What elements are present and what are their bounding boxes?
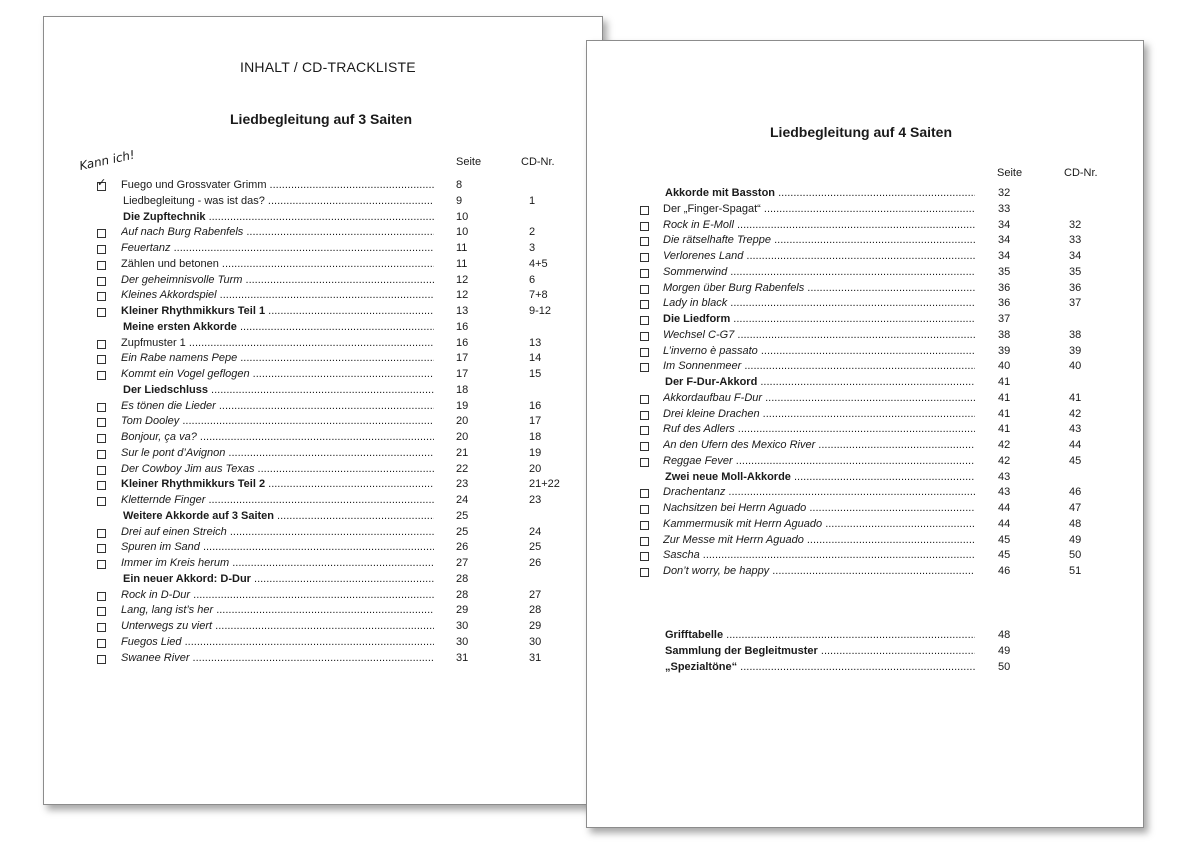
entry-title: Lady in black ..... — [663, 296, 975, 312]
entry-title: Rock in E-Moll ..... — [663, 218, 975, 234]
entry-cd-number: 45 — [1069, 454, 1082, 467]
checkbox[interactable] — [640, 489, 649, 498]
right-page — [586, 40, 1144, 828]
checkbox[interactable] — [97, 418, 106, 427]
toc-entry — [587, 249, 1127, 265]
entry-cd-number: 44 — [1069, 439, 1082, 451]
entry-cd-number: 35 — [1069, 265, 1082, 278]
entry-title: Der Cowboy Jim aus Texas ..... — [121, 462, 434, 478]
entry-page-number: 34 — [998, 234, 1011, 247]
entry-title: Wechsel C-G7 ..... — [663, 328, 975, 344]
checkbox[interactable] — [640, 442, 649, 451]
toc-entry — [587, 407, 1127, 423]
checkbox[interactable] — [97, 529, 106, 538]
toc-entry — [587, 281, 1127, 297]
entry-title: Fuego und Grossvater Grimm ..... — [121, 178, 434, 194]
toc-entry — [587, 359, 1127, 375]
entry-page-number: 44 — [998, 502, 1011, 514]
entry-title: Zählen und betonen ..... — [121, 257, 434, 273]
entry-title: Ein neuer Akkord: D-Dur ..... — [123, 572, 434, 588]
entry-title: Nachsitzen bei Herrn Aguado ..... — [663, 501, 975, 517]
entry-page-number: 10 — [456, 226, 469, 239]
toc-entry — [44, 225, 584, 241]
entry-title: Der „Finger-Spagat“ ..... — [663, 202, 975, 218]
column-header-seite: Seite — [997, 167, 1023, 179]
entry-cd-number: 6 — [529, 273, 536, 286]
toc-entry — [44, 178, 584, 194]
toc-entry — [587, 265, 1127, 281]
entry-cd-number: 2 — [529, 226, 536, 239]
toc-entry — [587, 296, 1127, 312]
entry-cd-number: 28 — [529, 604, 542, 617]
entry-title: Unterwegs zu viert ..... — [121, 619, 434, 635]
toc-entry — [587, 564, 1127, 580]
entry-title: Don’t worry, be happy ..... — [663, 564, 975, 580]
checkbox[interactable] — [640, 521, 649, 530]
entry-cd-number: 48 — [1069, 517, 1082, 530]
toc-entry — [44, 635, 584, 651]
toc-entry — [44, 210, 584, 226]
toc-entry — [44, 399, 584, 415]
checkbox[interactable] — [97, 592, 106, 601]
entry-title: Spuren im Sand ..... — [121, 540, 434, 556]
checkbox[interactable] — [97, 355, 106, 364]
checkbox[interactable] — [97, 607, 106, 616]
entry-cd-number: 36 — [1069, 281, 1082, 294]
checkbox[interactable] — [97, 450, 106, 459]
checkbox[interactable] — [640, 568, 649, 577]
checkbox[interactable] — [640, 222, 649, 231]
entry-cd-number: 13 — [529, 336, 542, 349]
toc-entry — [44, 509, 584, 525]
entry-page-number: 42 — [998, 454, 1011, 467]
entry-title: Fuegos Lied ..... — [121, 635, 434, 651]
checkbox[interactable] — [97, 434, 106, 443]
entry-cd-number: 20 — [529, 462, 542, 475]
entry-page-number: 26 — [456, 541, 469, 554]
entry-title: Sammlung der Begleitmuster ..... — [665, 644, 975, 660]
entry-title: Grifftabelle ..... — [665, 628, 975, 644]
toc-entry — [587, 344, 1127, 360]
checkbox[interactable] — [97, 623, 106, 632]
toc-entry — [44, 430, 584, 446]
toc-entry — [44, 477, 584, 493]
checkbox[interactable] — [640, 552, 649, 561]
checkbox[interactable] — [97, 466, 106, 475]
checkbox[interactable] — [640, 332, 649, 341]
toc-entry — [587, 233, 1127, 249]
entry-page-number: 36 — [998, 297, 1011, 310]
checkbox[interactable] — [640, 426, 649, 435]
toc-entry — [587, 328, 1127, 344]
checkbox[interactable] — [640, 316, 649, 325]
entry-page-number: 30 — [456, 620, 469, 632]
entry-page-number: 28 — [456, 588, 469, 601]
checkbox[interactable] — [640, 458, 649, 467]
toc-entry — [44, 194, 584, 210]
entry-title: Reggae Fever ..... — [663, 454, 975, 470]
entry-cd-number: 27 — [529, 588, 542, 601]
toc-entry — [44, 414, 584, 430]
checkbox[interactable] — [640, 411, 649, 420]
checkbox[interactable] — [640, 269, 649, 278]
entry-title: Der Liedschluss ..... — [123, 383, 434, 399]
toc-entry — [587, 660, 1127, 676]
entry-cd-number: 32 — [1069, 218, 1082, 231]
entry-page-number: 12 — [456, 289, 469, 302]
entry-title: Lang, lang ist’s her ..... — [121, 603, 434, 619]
checkbox[interactable] — [97, 292, 106, 301]
entry-title: Ruf des Adlers ..... — [663, 422, 975, 438]
entry-page-number: 22 — [456, 462, 469, 475]
toc-entry — [587, 501, 1127, 517]
toc-entry — [44, 241, 584, 257]
entry-cd-number: 21+22 — [529, 478, 560, 491]
entry-page-number: 16 — [456, 320, 469, 333]
section-heading-3-saiten: Liedbegleitung auf 3 Saiten — [230, 111, 413, 127]
checkbox[interactable] — [97, 261, 106, 270]
entry-page-number: 45 — [998, 549, 1011, 562]
checkbox[interactable] — [97, 403, 106, 412]
entry-title: Kletternde Finger ..... — [121, 493, 434, 509]
entry-cd-number: 25 — [529, 541, 542, 554]
entry-title: An den Ufern des Mexico River ..... — [663, 438, 975, 454]
checkbox[interactable] — [97, 544, 106, 553]
entry-page-number: 37 — [998, 313, 1011, 325]
toc-entry — [44, 446, 584, 462]
left-page — [43, 16, 603, 805]
page-title: INHALT / CD-TRACKLISTE — [240, 59, 416, 75]
entry-cd-number: 40 — [1069, 360, 1082, 373]
entry-cd-number: 39 — [1069, 344, 1082, 357]
entry-title: Sascha ..... — [663, 548, 975, 564]
entry-page-number: 45 — [998, 533, 1011, 546]
checkbox[interactable] — [97, 497, 106, 506]
entry-title: Zupfmuster 1 ..... — [121, 336, 434, 352]
entry-title: Sur le pont d’Avignon ..... — [121, 446, 434, 462]
entry-title: Akkordaufbau F-Dur ..... — [663, 391, 975, 407]
entry-title: Feuertanz ..... — [121, 241, 434, 257]
toc-entry — [587, 454, 1127, 470]
entry-title: Drachentanz ..... — [663, 485, 975, 501]
toc-entry — [44, 304, 584, 320]
checkbox[interactable] — [640, 285, 649, 294]
entry-page-number: 24 — [456, 494, 469, 506]
entry-cd-number: 29 — [529, 620, 542, 632]
entry-cd-number: 38 — [1069, 328, 1082, 341]
entry-page-number: 31 — [456, 651, 469, 664]
entry-title: Weitere Akkorde auf 3 Saiten ..... — [123, 509, 434, 525]
entry-cd-number: 14 — [529, 352, 542, 365]
entry-title: Kommt ein Vogel geflogen ..... — [121, 367, 434, 383]
entry-page-number: 30 — [456, 635, 469, 648]
entry-page-number: 42 — [998, 439, 1011, 451]
entry-title: Meine ersten Akkorde ..... — [123, 320, 434, 336]
toc-entry — [587, 485, 1127, 501]
toc-entry — [44, 651, 584, 667]
entry-page-number: 33 — [998, 202, 1011, 215]
toc-entry — [44, 351, 584, 367]
entry-page-number: 29 — [456, 604, 469, 617]
entry-page-number: 20 — [456, 431, 469, 443]
entry-page-number: 19 — [456, 399, 469, 412]
checkbox[interactable] — [97, 245, 106, 254]
entry-page-number: 36 — [998, 281, 1011, 294]
checkbox[interactable] — [97, 655, 106, 664]
entry-title: Verlorenes Land ..... — [663, 249, 975, 265]
toc-entry — [587, 186, 1127, 202]
column-header-seite: Seite — [456, 156, 482, 168]
entry-title: Auf nach Burg Rabenfels ..... — [121, 225, 434, 241]
checkbox[interactable] — [640, 395, 649, 404]
entry-title: Sommerwind ..... — [663, 265, 975, 281]
checkbox[interactable] — [640, 348, 649, 357]
entry-title: Akkorde mit Basston ..... — [665, 186, 975, 202]
kann-ich-handwritten-note: Kann ich! — [78, 147, 136, 173]
entry-page-number: 44 — [998, 517, 1011, 530]
entry-title: Drei kleine Drachen ..... — [663, 407, 975, 423]
toc-entry — [587, 517, 1127, 533]
toc-entry — [44, 273, 584, 289]
entry-page-number: 16 — [456, 336, 469, 349]
entry-cd-number: 37 — [1069, 297, 1082, 310]
checkbox[interactable] — [97, 229, 106, 238]
toc-entry — [44, 336, 584, 352]
entry-page-number: 35 — [998, 265, 1011, 278]
entry-title: „Spezialtöne“ ..... — [665, 660, 975, 676]
checkbox[interactable] — [640, 505, 649, 514]
entry-page-number: 17 — [456, 368, 469, 380]
entry-title: Im Sonnenmeer ..... — [663, 359, 975, 375]
entry-page-number: 41 — [998, 376, 1011, 388]
entry-title: L’inverno è passato ..... — [663, 344, 975, 360]
entry-cd-number: 16 — [529, 399, 542, 412]
entry-cd-number: 47 — [1069, 502, 1082, 514]
entry-page-number: 41 — [998, 407, 1011, 420]
entry-title: Ein Rabe namens Pepe ..... — [121, 351, 434, 367]
toc-entry — [44, 572, 584, 588]
entry-page-number: 11 — [456, 257, 468, 270]
entry-cd-number: 18 — [529, 431, 542, 443]
entry-title: Es tönen die Lieder ..... — [121, 399, 434, 415]
entry-cd-number: 7+8 — [529, 289, 548, 302]
toc-entry — [587, 422, 1127, 438]
checkbox[interactable] — [640, 237, 649, 246]
entry-title: Zwei neue Moll-Akkorde ..... — [665, 470, 975, 486]
entry-cd-number: 50 — [1069, 549, 1082, 562]
entry-title: Kleiner Rhythmikkurs Teil 2 ..... — [121, 477, 434, 493]
entry-page-number: 43 — [998, 470, 1011, 483]
entry-cd-number: 17 — [529, 415, 542, 428]
entry-cd-number: 24 — [529, 525, 542, 538]
entry-title: Bonjour, ça va? ..... — [121, 430, 434, 446]
entry-page-number: 48 — [998, 629, 1011, 641]
entry-title: Der geheimnisvolle Turm ..... — [121, 273, 434, 289]
entry-cd-number: 33 — [1069, 234, 1082, 247]
entry-page-number: 34 — [998, 218, 1011, 231]
entry-title: Morgen über Burg Rabenfels ..... — [663, 281, 975, 297]
entry-cd-number: 3 — [529, 242, 536, 254]
entry-page-number: 17 — [456, 352, 469, 365]
entry-page-number: 41 — [998, 423, 1011, 436]
entry-page-number: 12 — [456, 273, 469, 286]
entry-title: Rock in D-Dur ..... — [121, 588, 434, 604]
entry-page-number: 32 — [998, 187, 1011, 199]
entry-cd-number: 26 — [529, 557, 542, 569]
column-header-cd-nr: CD-Nr. — [521, 156, 555, 168]
checkbox[interactable] — [97, 371, 106, 380]
entry-cd-number: 9-12 — [529, 305, 552, 317]
entry-cd-number: 1 — [529, 194, 536, 207]
toc-entry — [44, 383, 584, 399]
entry-cd-number: 19 — [529, 446, 542, 459]
entry-cd-number: 51 — [1069, 565, 1082, 577]
entry-page-number: 25 — [456, 525, 469, 538]
toc-entry — [587, 438, 1127, 454]
toc-entry — [44, 320, 584, 336]
entry-page-number: 39 — [998, 344, 1011, 357]
checkbox[interactable] — [97, 560, 106, 569]
entry-cd-number: 46 — [1069, 486, 1082, 499]
entry-title: Swanee River ..... — [121, 651, 434, 667]
entry-page-number: 50 — [998, 660, 1011, 673]
entry-title: Kleiner Rhythmikkurs Teil 1 ..... — [121, 304, 434, 320]
entry-page-number: 43 — [998, 486, 1011, 499]
entry-page-number: 38 — [998, 328, 1011, 341]
entry-title: Liedbegleitung - was ist das? ..... — [123, 194, 434, 210]
checkbox[interactable] — [640, 253, 649, 262]
checkbox[interactable] — [640, 206, 649, 215]
toc-entry — [44, 619, 584, 635]
entry-title: Der F-Dur-Akkord ..... — [665, 375, 975, 391]
checkbox[interactable] — [640, 300, 649, 309]
toc-entry — [587, 548, 1127, 564]
entry-title: Kammermusik mit Herrn Aguado ..... — [663, 517, 975, 533]
entry-page-number: 41 — [998, 391, 1011, 404]
toc-entry — [587, 218, 1127, 234]
entry-cd-number: 42 — [1069, 407, 1082, 420]
entry-cd-number: 49 — [1069, 533, 1082, 546]
toc-entry — [587, 470, 1127, 486]
toc-entry — [587, 533, 1127, 549]
entry-page-number: 8 — [456, 179, 463, 191]
entry-cd-number: 30 — [529, 635, 542, 648]
entry-cd-number: 34 — [1069, 250, 1082, 262]
entry-title: Kleines Akkordspiel ..... — [121, 288, 434, 304]
entry-title: Die Liedform ..... — [663, 312, 975, 328]
toc-entry — [44, 556, 584, 572]
checkbox[interactable] — [640, 363, 649, 372]
entry-page-number: 20 — [456, 415, 469, 428]
checkbox[interactable] — [97, 639, 106, 648]
entry-page-number: 28 — [456, 572, 469, 585]
toc-entry — [44, 603, 584, 619]
toc-entry — [587, 202, 1127, 218]
toc-entry — [44, 288, 584, 304]
entry-page-number: 13 — [456, 305, 469, 317]
entry-page-number: 10 — [456, 210, 469, 223]
entry-page-number: 34 — [998, 250, 1011, 262]
entry-cd-number: 41 — [1069, 391, 1082, 404]
entry-cd-number: 31 — [529, 651, 542, 664]
entry-page-number: 18 — [456, 383, 469, 396]
entry-title: Die Zupftechnik ..... — [123, 210, 434, 226]
entry-cd-number: 43 — [1069, 423, 1082, 436]
entry-cd-number: 23 — [529, 494, 542, 506]
toc-entry — [44, 493, 584, 509]
entry-title: Tom Dooley ..... — [121, 414, 434, 430]
entry-page-number: 40 — [998, 360, 1011, 373]
entry-page-number: 11 — [456, 242, 468, 254]
checkbox[interactable] — [97, 308, 106, 317]
entry-title: Immer im Kreis herum ..... — [121, 556, 434, 572]
entry-page-number: 21 — [456, 446, 469, 459]
entry-page-number: 49 — [998, 644, 1011, 657]
checkbox[interactable] — [97, 340, 106, 349]
entry-cd-number: 15 — [529, 368, 542, 380]
toc-entry — [587, 391, 1127, 407]
entry-page-number: 23 — [456, 478, 469, 491]
toc-entry — [587, 375, 1127, 391]
toc-entry — [44, 367, 584, 383]
checkmark-icon: ✓ — [97, 177, 107, 189]
entry-title: Drei auf einen Streich ..... — [121, 525, 434, 541]
toc-entry — [587, 628, 1127, 644]
toc-entry — [587, 644, 1127, 660]
toc-entry — [587, 312, 1127, 328]
toc-entry — [44, 525, 584, 541]
toc-entry — [44, 462, 584, 478]
column-header-cd-nr: CD-Nr. — [1064, 167, 1098, 179]
toc-entry — [44, 257, 584, 273]
toc-entry — [44, 540, 584, 556]
checkbox-checked[interactable] — [97, 177, 107, 191]
checkbox[interactable] — [97, 277, 106, 286]
toc-entry — [44, 588, 584, 604]
entry-page-number: 27 — [456, 557, 469, 569]
entry-title: Zur Messe mit Herrn Aguado ..... — [663, 533, 975, 549]
entry-cd-number: 4+5 — [529, 257, 548, 270]
entry-page-number: 25 — [456, 509, 469, 522]
entry-page-number: 9 — [456, 194, 463, 207]
checkbox[interactable] — [640, 537, 649, 546]
checkbox[interactable] — [97, 481, 106, 490]
entry-title: Die rätselhafte Treppe ..... — [663, 233, 975, 249]
entry-page-number: 46 — [998, 565, 1011, 577]
section-heading-4-saiten: Liedbegleitung auf 4 Saiten — [770, 124, 953, 140]
